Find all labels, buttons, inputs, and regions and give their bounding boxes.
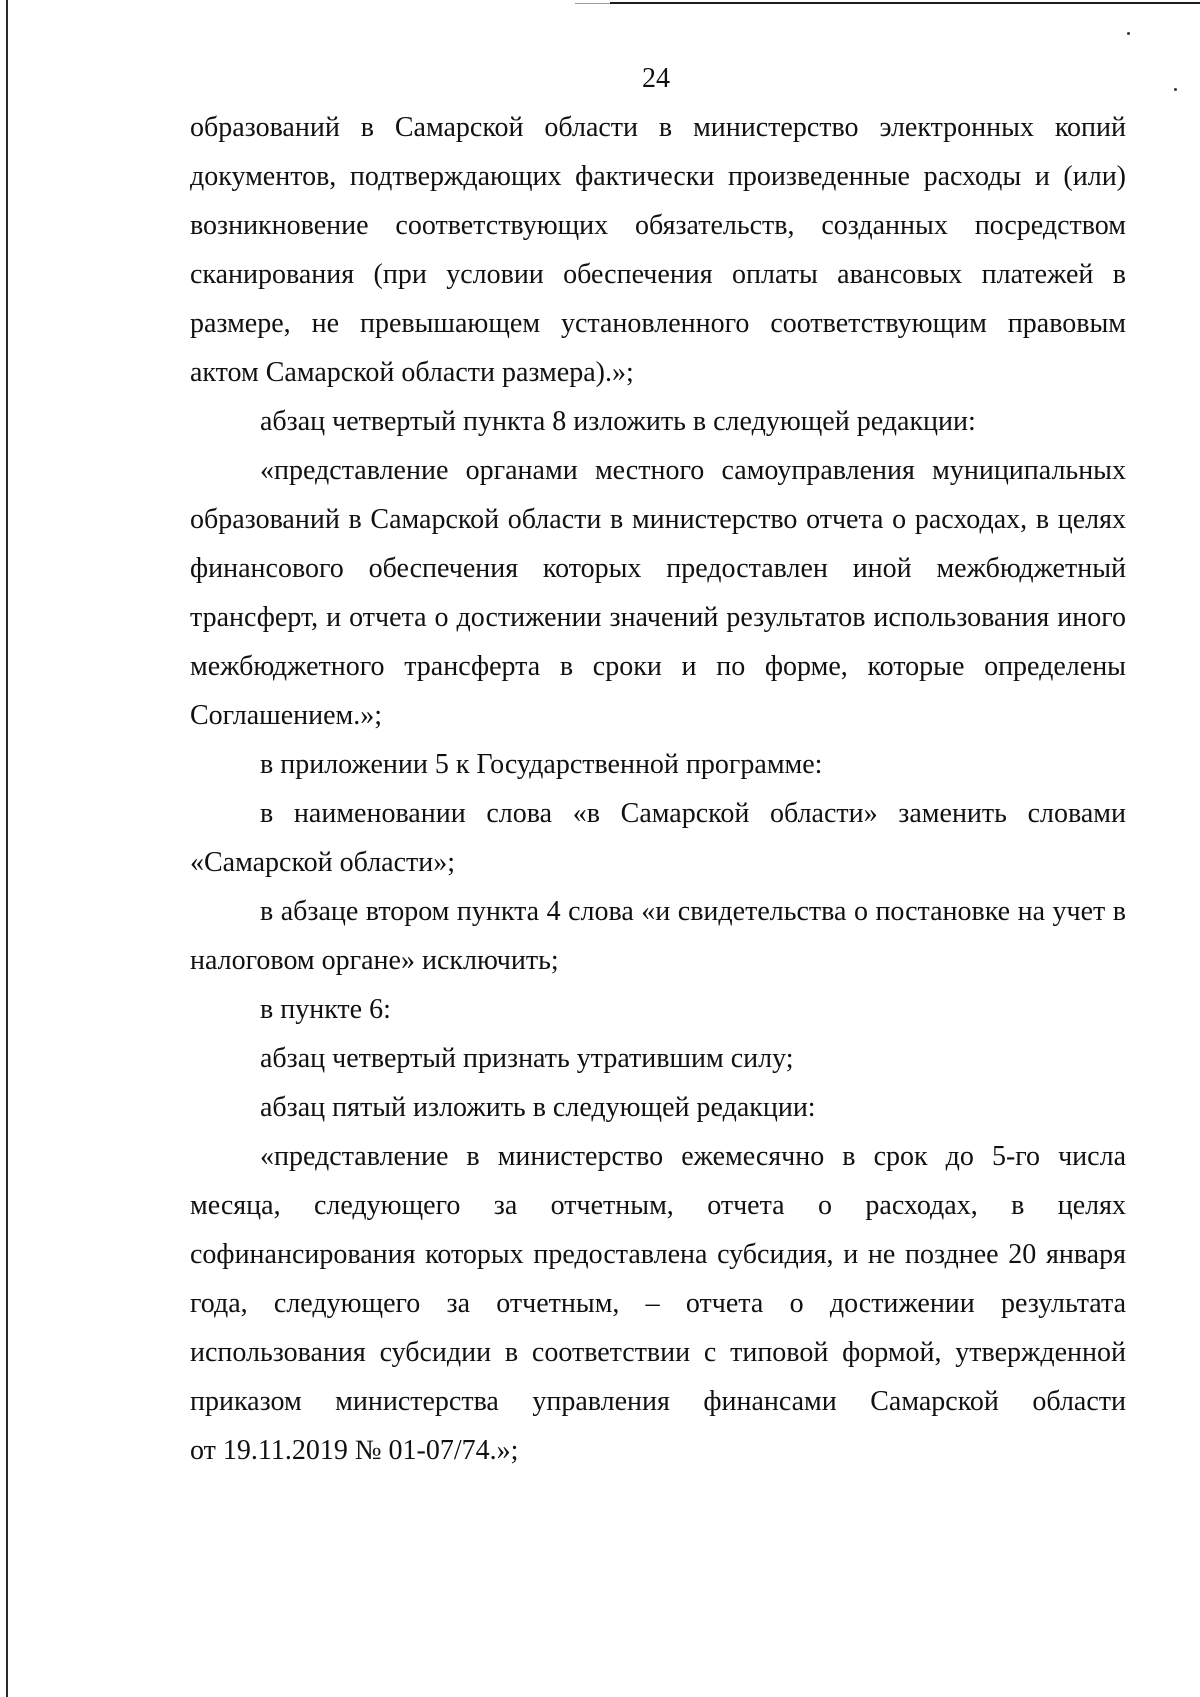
scan-edge-top [610, 2, 1200, 4]
text-line: «представление в министерство ежемесячно в срок до 5-го числа [260, 1141, 1126, 1172]
text-line: финансового обеспечения которых предоставлен иной межбюджетный [190, 553, 1126, 584]
text-line: «представление органами местного самоуправления муниципальных [260, 455, 1126, 486]
text-line: софинансирования которых предоставлена субсидия, и не позднее 20 января [190, 1239, 1126, 1270]
text-line: возникновение соответствующих обязательств, созданных посредством [190, 210, 1126, 241]
text-line: в пункте 6: [260, 994, 391, 1025]
scan-speck [1127, 32, 1130, 35]
text-line: Соглашением.»; [190, 700, 383, 731]
text-line: сканирования (при условии обеспечения оплаты авансовых платежей в [190, 259, 1126, 290]
text-line: трансферт, и отчета о достижении значений результатов использования иного [190, 602, 1126, 633]
text-line: актом Самарской области размера).»; [190, 357, 634, 388]
text-line: абзац пятый изложить в следующей редакции: [260, 1092, 816, 1123]
text-line: месяца, следующего за отчетным, отчета о расходах, в целях [190, 1190, 1126, 1221]
scan-edge-left [6, 0, 8, 1697]
text-line: образований в Самарской области в министерство отчета о расходах, в целях [190, 504, 1126, 535]
text-line: абзац четвертый признать утратившим силу; [260, 1043, 794, 1074]
text-line: документов, подтверждающих фактически произведенные расходы и (или) [190, 161, 1126, 192]
text-line: межбюджетного трансферта в сроки и по форме, которые определены [190, 651, 1126, 682]
text-line: от 19.11.2019 № 01-07/74.»; [190, 1435, 519, 1466]
text-line: использования субсидии в соответствии с типовой формой, утвержденной [190, 1337, 1126, 1368]
document-body [190, 103, 1126, 1475]
text-line: абзац четвертый пункта 8 изложить в следующей редакции: [260, 406, 976, 437]
text-line: в приложении 5 к Государственной программе: [260, 749, 823, 780]
text-line: в наименовании слова «в Самарской области» заменить словами [260, 798, 1126, 829]
text-line: года, следующего за отчетным, – отчета о достижении результата [190, 1288, 1126, 1319]
text-line: «Самарской области»; [190, 847, 456, 878]
text-line: образований в Самарской области в министерство электронных копий [190, 112, 1126, 143]
text-line: приказом министерства управления финансами Самарской области [190, 1386, 1126, 1417]
page-number: 24 [642, 63, 670, 94]
text-line: в абзаце втором пункта 4 слова «и свидетельства о постановке на учет в [260, 896, 1126, 927]
text-line: налоговом органе» исключить; [190, 945, 559, 976]
text-line: размере, не превышающем установленного соответствующим правовым [190, 308, 1126, 339]
scan-edge-top-faint [575, 3, 610, 4]
